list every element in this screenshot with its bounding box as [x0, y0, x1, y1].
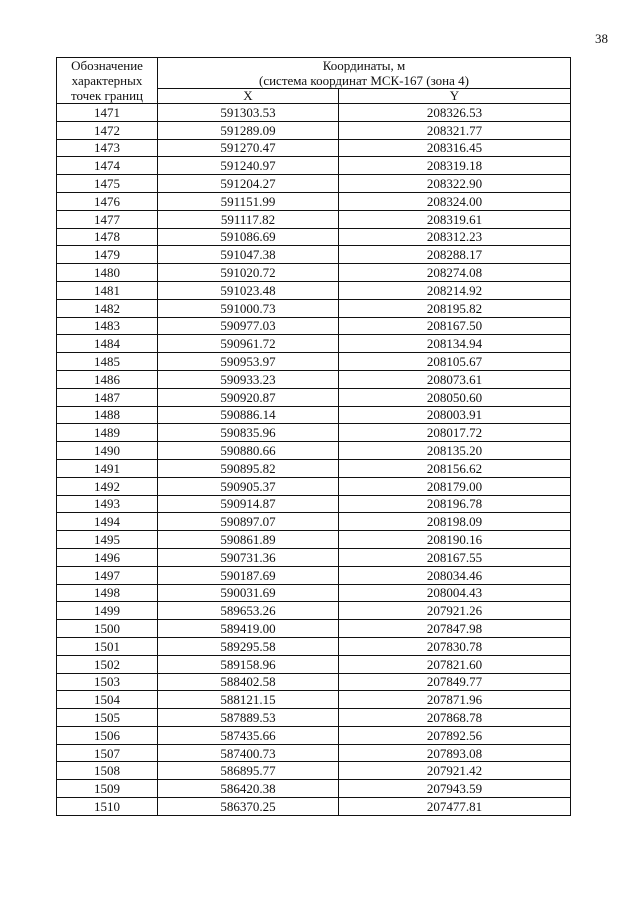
- x-coordinate-cell: 590977.03: [158, 317, 339, 335]
- point-number-cell: 1504: [57, 691, 158, 709]
- table-row: [57, 335, 571, 353]
- table-row: [57, 495, 571, 513]
- table-row: [57, 566, 571, 584]
- x-coordinate-cell: 591204.27: [158, 175, 339, 193]
- x-coordinate-cell: 590961.72: [158, 335, 339, 353]
- x-coordinate-cell: 590835.96: [158, 424, 339, 442]
- y-coordinate-cell: 208167.50: [339, 317, 571, 335]
- table-row: [57, 584, 571, 602]
- table-row: [57, 798, 571, 816]
- y-coordinate-cell: 208105.67: [339, 353, 571, 371]
- page-number: 38: [595, 31, 608, 46]
- point-number-cell: 1507: [57, 744, 158, 762]
- point-number-cell: 1509: [57, 780, 158, 798]
- point-number-cell: 1496: [57, 548, 158, 566]
- y-coordinate-cell: 207921.42: [339, 762, 571, 780]
- x-coordinate-cell: 589419.00: [158, 620, 339, 638]
- y-coordinate-cell: 208288.17: [339, 246, 571, 264]
- table-row: [57, 637, 571, 655]
- table-row: [57, 192, 571, 210]
- point-number-cell: 1490: [57, 442, 158, 460]
- point-number-cell: 1483: [57, 317, 158, 335]
- table-row: [57, 175, 571, 193]
- table-row: [57, 691, 571, 709]
- y-coordinate-cell: 207821.60: [339, 655, 571, 673]
- y-coordinate-cell: 207830.78: [339, 637, 571, 655]
- x-coordinate-cell: 590897.07: [158, 513, 339, 531]
- x-coordinate-cell: 589158.96: [158, 655, 339, 673]
- y-coordinate-cell: 208167.55: [339, 548, 571, 566]
- x-coordinate-cell: 590886.14: [158, 406, 339, 424]
- y-coordinate-cell: 207893.08: [339, 744, 571, 762]
- x-coordinate-cell: 590953.97: [158, 353, 339, 371]
- x-coordinate-cell: 586420.38: [158, 780, 339, 798]
- x-coordinate-cell: 589295.58: [158, 637, 339, 655]
- table-row: [57, 780, 571, 798]
- table-row: [57, 370, 571, 388]
- table-row: [57, 264, 571, 282]
- y-column-header: Y: [339, 89, 571, 104]
- x-coordinate-cell: 587400.73: [158, 744, 339, 762]
- x-column-header: X: [158, 89, 339, 104]
- table-row: [57, 281, 571, 299]
- x-coordinate-cell: 591270.47: [158, 139, 339, 157]
- point-designation-header: [57, 58, 158, 104]
- table-row: [57, 210, 571, 228]
- table-row: [57, 709, 571, 727]
- point-number-cell: 1485: [57, 353, 158, 371]
- point-number-cell: 1498: [57, 584, 158, 602]
- x-coordinate-cell: 591000.73: [158, 299, 339, 317]
- coordinates-header-title: Координаты, м: [322, 58, 406, 73]
- table-row: [57, 246, 571, 264]
- point-number-cell: 1477: [57, 210, 158, 228]
- point-number-cell: 1472: [57, 121, 158, 139]
- point-number-cell: 1502: [57, 655, 158, 673]
- table-row: [57, 548, 571, 566]
- y-coordinate-cell: 208073.61: [339, 370, 571, 388]
- x-coordinate-cell: 586895.77: [158, 762, 339, 780]
- table-row: [57, 424, 571, 442]
- point-number-cell: 1492: [57, 477, 158, 495]
- point-number-cell: 1493: [57, 495, 158, 513]
- x-coordinate-cell: 589653.26: [158, 602, 339, 620]
- y-coordinate-cell: 208003.91: [339, 406, 571, 424]
- coordinates-header: [158, 58, 571, 89]
- x-coordinate-cell: 590920.87: [158, 388, 339, 406]
- x-coordinate-cell: 591117.82: [158, 210, 339, 228]
- y-coordinate-cell: 208179.00: [339, 477, 571, 495]
- point-number-cell: 1503: [57, 673, 158, 691]
- x-coordinate-cell: 591020.72: [158, 264, 339, 282]
- x-coordinate-cell: 587889.53: [158, 709, 339, 727]
- y-coordinate-cell: 208322.90: [339, 175, 571, 193]
- y-coordinate-cell: 208134.94: [339, 335, 571, 353]
- point-number-cell: 1487: [57, 388, 158, 406]
- table-row: [57, 353, 571, 371]
- y-coordinate-cell: 208004.43: [339, 584, 571, 602]
- coordinates-table: [56, 57, 571, 816]
- x-coordinate-cell: 591047.38: [158, 246, 339, 264]
- y-coordinate-cell: 207943.59: [339, 780, 571, 798]
- x-coordinate-cell: 590861.89: [158, 531, 339, 549]
- y-coordinate-cell: 208195.82: [339, 299, 571, 317]
- y-coordinate-cell: 208319.18: [339, 157, 571, 175]
- table-body: [57, 104, 571, 816]
- y-coordinate-cell: 208316.45: [339, 139, 571, 157]
- table-row: [57, 104, 571, 122]
- y-coordinate-cell: 207849.77: [339, 673, 571, 691]
- point-number-cell: 1497: [57, 566, 158, 584]
- point-header-line3: точек границ: [70, 88, 144, 103]
- point-number-cell: 1476: [57, 192, 158, 210]
- x-coordinate-cell: 587435.66: [158, 726, 339, 744]
- y-coordinate-cell: 208135.20: [339, 442, 571, 460]
- table-header: [57, 58, 571, 104]
- table-row: [57, 477, 571, 495]
- x-coordinate-cell: 588402.58: [158, 673, 339, 691]
- point-number-cell: 1510: [57, 798, 158, 816]
- y-coordinate-cell: 208034.46: [339, 566, 571, 584]
- x-coordinate-cell: 590914.87: [158, 495, 339, 513]
- point-number-cell: 1486: [57, 370, 158, 388]
- table-row: [57, 531, 571, 549]
- point-number-cell: 1506: [57, 726, 158, 744]
- point-number-cell: 1482: [57, 299, 158, 317]
- y-coordinate-cell: 208196.78: [339, 495, 571, 513]
- table-row: [57, 744, 571, 762]
- y-coordinate-cell: 207871.96: [339, 691, 571, 709]
- x-coordinate-cell: 590880.66: [158, 442, 339, 460]
- point-number-cell: 1478: [57, 228, 158, 246]
- y-coordinate-cell: 208274.08: [339, 264, 571, 282]
- x-coordinate-cell: 590933.23: [158, 370, 339, 388]
- x-coordinate-cell: 590905.37: [158, 477, 339, 495]
- x-coordinate-cell: 591240.97: [158, 157, 339, 175]
- x-coordinate-cell: 591303.53: [158, 104, 339, 122]
- point-number-cell: 1488: [57, 406, 158, 424]
- point-number-cell: 1505: [57, 709, 158, 727]
- y-coordinate-cell: 208214.92: [339, 281, 571, 299]
- table-row: [57, 121, 571, 139]
- table-row: [57, 673, 571, 691]
- table-row: [57, 726, 571, 744]
- coordinate-system-label: (система координат МСК-167 (зона 4): [259, 73, 469, 88]
- point-number-cell: 1474: [57, 157, 158, 175]
- y-coordinate-cell: 207921.26: [339, 602, 571, 620]
- y-coordinate-cell: 208190.16: [339, 531, 571, 549]
- table-row: [57, 620, 571, 638]
- y-coordinate-cell: 208324.00: [339, 192, 571, 210]
- x-coordinate-cell: 588121.15: [158, 691, 339, 709]
- table-row: [57, 442, 571, 460]
- point-number-cell: 1489: [57, 424, 158, 442]
- y-coordinate-cell: 208312.23: [339, 228, 571, 246]
- point-number-cell: 1495: [57, 531, 158, 549]
- table-row: [57, 388, 571, 406]
- y-coordinate-cell: 208156.62: [339, 459, 571, 477]
- y-coordinate-cell: 208198.09: [339, 513, 571, 531]
- point-number-cell: 1475: [57, 175, 158, 193]
- x-coordinate-cell: 590031.69: [158, 584, 339, 602]
- point-number-cell: 1491: [57, 459, 158, 477]
- point-number-cell: 1473: [57, 139, 158, 157]
- table-row: [57, 139, 571, 157]
- point-number-cell: 1500: [57, 620, 158, 638]
- point-header-line1: Обозначение: [71, 58, 143, 73]
- x-coordinate-cell: 586370.25: [158, 798, 339, 816]
- point-number-cell: 1499: [57, 602, 158, 620]
- point-number-cell: 1471: [57, 104, 158, 122]
- table-row: [57, 762, 571, 780]
- x-coordinate-cell: 591151.99: [158, 192, 339, 210]
- table-row: [57, 228, 571, 246]
- point-number-cell: 1508: [57, 762, 158, 780]
- point-header-line2: характерных: [71, 73, 143, 88]
- y-coordinate-cell: 208321.77: [339, 121, 571, 139]
- table-row: [57, 513, 571, 531]
- y-coordinate-cell: 207847.98: [339, 620, 571, 638]
- table-row: [57, 317, 571, 335]
- x-coordinate-cell: 590895.82: [158, 459, 339, 477]
- y-coordinate-cell: 208050.60: [339, 388, 571, 406]
- x-coordinate-cell: 591289.09: [158, 121, 339, 139]
- y-coordinate-cell: 208017.72: [339, 424, 571, 442]
- y-coordinate-cell: 207477.81: [339, 798, 571, 816]
- point-number-cell: 1484: [57, 335, 158, 353]
- y-coordinate-cell: 207892.56: [339, 726, 571, 744]
- point-number-cell: 1479: [57, 246, 158, 264]
- point-number-cell: 1494: [57, 513, 158, 531]
- y-coordinate-cell: 207868.78: [339, 709, 571, 727]
- x-coordinate-cell: 591023.48: [158, 281, 339, 299]
- table-row: [57, 299, 571, 317]
- table-row: [57, 157, 571, 175]
- x-coordinate-cell: 590731.36: [158, 548, 339, 566]
- point-number-cell: 1480: [57, 264, 158, 282]
- x-coordinate-cell: 591086.69: [158, 228, 339, 246]
- table-row: [57, 406, 571, 424]
- table-row: [57, 602, 571, 620]
- table-row: [57, 459, 571, 477]
- point-number-cell: 1501: [57, 637, 158, 655]
- y-coordinate-cell: 208326.53: [339, 104, 571, 122]
- y-coordinate-cell: 208319.61: [339, 210, 571, 228]
- x-coordinate-cell: 590187.69: [158, 566, 339, 584]
- table-row: [57, 655, 571, 673]
- point-number-cell: 1481: [57, 281, 158, 299]
